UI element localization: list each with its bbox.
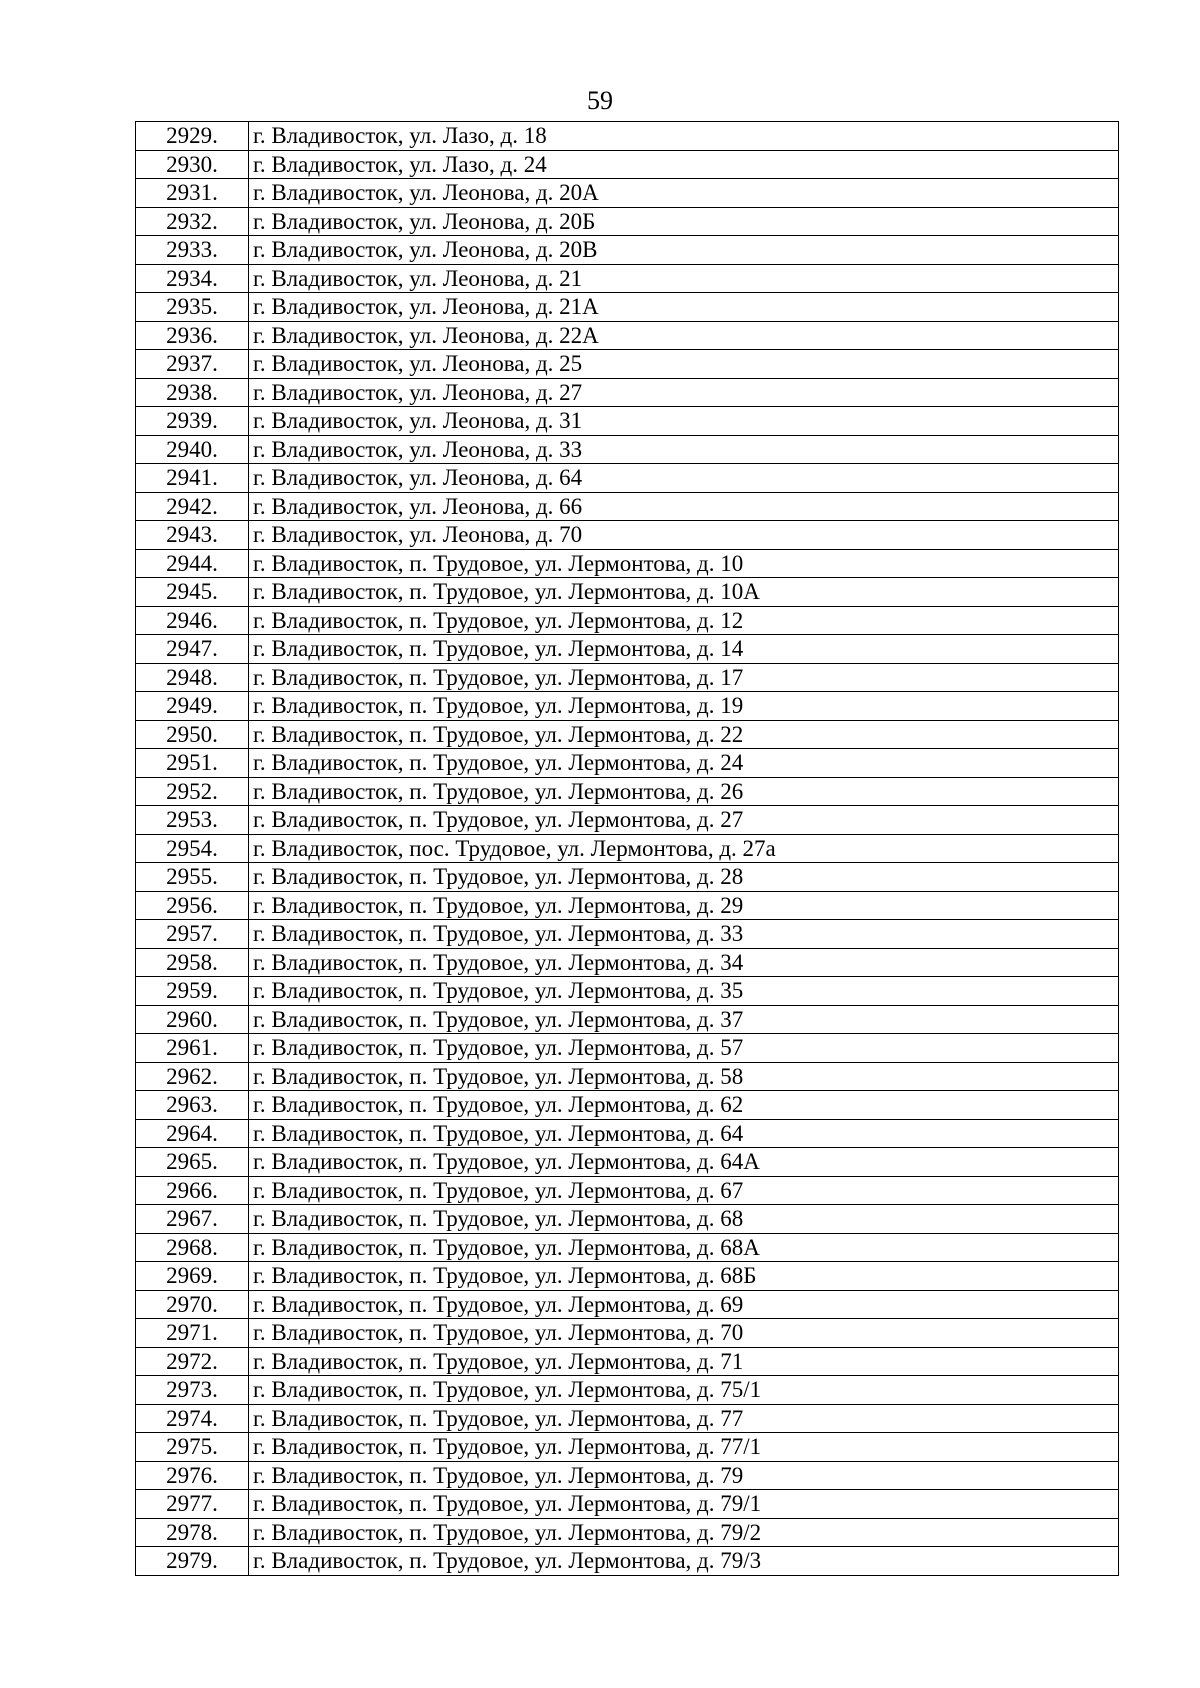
row-number: 2952. bbox=[136, 777, 249, 806]
row-number: 2967. bbox=[136, 1205, 249, 1234]
row-number: 2950. bbox=[136, 720, 249, 749]
row-address: г. Владивосток, п. Трудовое, ул. Лермонтова, д. 37 bbox=[249, 1005, 1119, 1034]
row-address: г. Владивосток, п. Трудовое, ул. Лермонтова, д. 64 bbox=[249, 1119, 1119, 1148]
row-number: 2937. bbox=[136, 350, 249, 379]
row-address: г. Владивосток, п. Трудовое, ул. Лермонтова, д. 68А bbox=[249, 1233, 1119, 1262]
row-number: 2969. bbox=[136, 1262, 249, 1291]
row-number: 2935. bbox=[136, 293, 249, 322]
row-address: г. Владивосток, п. Трудовое, ул. Лермонтова, д. 57 bbox=[249, 1034, 1119, 1063]
table-row bbox=[136, 350, 1119, 379]
row-address: г. Владивосток, п. Трудовое, ул. Лермонтова, д. 62 bbox=[249, 1091, 1119, 1120]
table-row bbox=[136, 407, 1119, 436]
row-number: 2949. bbox=[136, 692, 249, 721]
row-number: 2954. bbox=[136, 834, 249, 863]
table-row bbox=[136, 1005, 1119, 1034]
row-number: 2970. bbox=[136, 1290, 249, 1319]
row-address: г. Владивосток, п. Трудовое, ул. Лермонтова, д. 58 bbox=[249, 1062, 1119, 1091]
row-number: 2959. bbox=[136, 977, 249, 1006]
row-number: 2934. bbox=[136, 264, 249, 293]
table-row bbox=[136, 321, 1119, 350]
row-number: 2938. bbox=[136, 378, 249, 407]
table-row bbox=[136, 1119, 1119, 1148]
row-address: г. Владивосток, п. Трудовое, ул. Лермонтова, д. 77/1 bbox=[249, 1433, 1119, 1462]
table-row bbox=[136, 806, 1119, 835]
row-address: г. Владивосток, ул. Леонова, д. 20В bbox=[249, 236, 1119, 265]
row-number: 2955. bbox=[136, 863, 249, 892]
row-address: г. Владивосток, ул. Леонова, д. 21А bbox=[249, 293, 1119, 322]
address-table-body bbox=[136, 122, 1119, 1576]
row-number: 2953. bbox=[136, 806, 249, 835]
table-row bbox=[136, 1347, 1119, 1376]
row-number: 2946. bbox=[136, 606, 249, 635]
row-address: г. Владивосток, ул. Леонова, д. 66 bbox=[249, 492, 1119, 521]
row-number: 2973. bbox=[136, 1376, 249, 1405]
row-number: 2941. bbox=[136, 464, 249, 493]
row-number: 2978. bbox=[136, 1518, 249, 1547]
row-number: 2942. bbox=[136, 492, 249, 521]
table-row bbox=[136, 435, 1119, 464]
row-address: г. Владивосток, ул. Леонова, д. 20А bbox=[249, 179, 1119, 208]
table-row bbox=[136, 521, 1119, 550]
row-address: г. Владивосток, п. Трудовое, ул. Лермонтова, д. 24 bbox=[249, 749, 1119, 778]
row-number: 2961. bbox=[136, 1034, 249, 1063]
row-address: г. Владивосток, ул. Леонова, д. 20Б bbox=[249, 207, 1119, 236]
table-row bbox=[136, 1376, 1119, 1405]
row-address: г. Владивосток, ул. Леонова, д. 70 bbox=[249, 521, 1119, 550]
row-address: г. Владивосток, п. Трудовое, ул. Лермонтова, д. 26 bbox=[249, 777, 1119, 806]
row-number: 2957. bbox=[136, 920, 249, 949]
row-number: 2931. bbox=[136, 179, 249, 208]
row-address: г. Владивосток, ул. Лазо, д. 24 bbox=[249, 150, 1119, 179]
row-address: г. Владивосток, ул. Леонова, д. 33 bbox=[249, 435, 1119, 464]
row-number: 2972. bbox=[136, 1347, 249, 1376]
row-address: г. Владивосток, п. Трудовое, ул. Лермонтова, д. 71 bbox=[249, 1347, 1119, 1376]
row-number: 2966. bbox=[136, 1176, 249, 1205]
table-row bbox=[136, 1205, 1119, 1234]
row-address: г. Владивосток, ул. Леонова, д. 22А bbox=[249, 321, 1119, 350]
row-number: 2943. bbox=[136, 521, 249, 550]
table-row bbox=[136, 635, 1119, 664]
table-row bbox=[136, 663, 1119, 692]
row-number: 2940. bbox=[136, 435, 249, 464]
row-number: 2932. bbox=[136, 207, 249, 236]
row-number: 2939. bbox=[136, 407, 249, 436]
table-row bbox=[136, 1062, 1119, 1091]
table-row bbox=[136, 207, 1119, 236]
table-row bbox=[136, 1518, 1119, 1547]
table-row bbox=[136, 920, 1119, 949]
table-row bbox=[136, 549, 1119, 578]
table-row bbox=[136, 179, 1119, 208]
row-address: г. Владивосток, п. Трудовое, ул. Лермонтова, д. 28 bbox=[249, 863, 1119, 892]
row-address: г. Владивосток, пос. Трудовое, ул. Лермонтова, д. 27а bbox=[249, 834, 1119, 863]
row-number: 2956. bbox=[136, 891, 249, 920]
row-number: 2948. bbox=[136, 663, 249, 692]
row-address: г. Владивосток, ул. Леонова, д. 64 bbox=[249, 464, 1119, 493]
row-address: г. Владивосток, п. Трудовое, ул. Лермонтова, д. 10 bbox=[249, 549, 1119, 578]
table-row bbox=[136, 1176, 1119, 1205]
row-address: г. Владивосток, п. Трудовое, ул. Лермонтова, д. 70 bbox=[249, 1319, 1119, 1348]
table-row bbox=[136, 236, 1119, 265]
row-number: 2945. bbox=[136, 578, 249, 607]
table-row bbox=[136, 1461, 1119, 1490]
row-address: г. Владивосток, п. Трудовое, ул. Лермонтова, д. 22 bbox=[249, 720, 1119, 749]
table-row bbox=[136, 464, 1119, 493]
table-row bbox=[136, 378, 1119, 407]
table-row bbox=[136, 948, 1119, 977]
table-row bbox=[136, 150, 1119, 179]
row-address: г. Владивосток, п. Трудовое, ул. Лермонтова, д. 64А bbox=[249, 1148, 1119, 1177]
row-address: г. Владивосток, п. Трудовое, ул. Лермонтова, д. 27 bbox=[249, 806, 1119, 835]
row-address: г. Владивосток, п. Трудовое, ул. Лермонтова, д. 10А bbox=[249, 578, 1119, 607]
row-address: г. Владивосток, п. Трудовое, ул. Лермонтова, д. 33 bbox=[249, 920, 1119, 949]
table-row bbox=[136, 492, 1119, 521]
table-row bbox=[136, 1091, 1119, 1120]
row-number: 2976. bbox=[136, 1461, 249, 1490]
row-number: 2965. bbox=[136, 1148, 249, 1177]
table-row bbox=[136, 1490, 1119, 1519]
row-address: г. Владивосток, п. Трудовое, ул. Лермонтова, д. 69 bbox=[249, 1290, 1119, 1319]
table-row bbox=[136, 1262, 1119, 1291]
row-number: 2968. bbox=[136, 1233, 249, 1262]
page-number: 59 bbox=[587, 86, 613, 115]
row-number: 2975. bbox=[136, 1433, 249, 1462]
table-row bbox=[136, 1034, 1119, 1063]
row-number: 2947. bbox=[136, 635, 249, 664]
row-address: г. Владивосток, п. Трудовое, ул. Лермонтова, д. 12 bbox=[249, 606, 1119, 635]
row-address: г. Владивосток, ул. Леонова, д. 31 bbox=[249, 407, 1119, 436]
row-address: г. Владивосток, п. Трудовое, ул. Лермонтова, д. 79/2 bbox=[249, 1518, 1119, 1547]
row-number: 2964. bbox=[136, 1119, 249, 1148]
row-address: г. Владивосток, п. Трудовое, ул. Лермонтова, д. 67 bbox=[249, 1176, 1119, 1205]
row-address: г. Владивосток, ул. Леонова, д. 27 bbox=[249, 378, 1119, 407]
row-address: г. Владивосток, ул. Леонова, д. 25 bbox=[249, 350, 1119, 379]
table-row bbox=[136, 606, 1119, 635]
table-row bbox=[136, 264, 1119, 293]
table-row bbox=[136, 1233, 1119, 1262]
row-address: г. Владивосток, п. Трудовое, ул. Лермонтова, д. 79/1 bbox=[249, 1490, 1119, 1519]
row-number: 2974. bbox=[136, 1404, 249, 1433]
row-number: 2936. bbox=[136, 321, 249, 350]
table-row bbox=[136, 977, 1119, 1006]
row-number: 2930. bbox=[136, 150, 249, 179]
row-number: 2979. bbox=[136, 1547, 249, 1576]
table-row bbox=[136, 863, 1119, 892]
table-row bbox=[136, 122, 1119, 151]
row-address: г. Владивосток, п. Трудовое, ул. Лермонтова, д. 19 bbox=[249, 692, 1119, 721]
table-row bbox=[136, 891, 1119, 920]
row-address: г. Владивосток, п. Трудовое, ул. Лермонтова, д. 29 bbox=[249, 891, 1119, 920]
row-address: г. Владивосток, п. Трудовое, ул. Лермонтова, д. 17 bbox=[249, 663, 1119, 692]
table-row bbox=[136, 1547, 1119, 1576]
table-row bbox=[136, 1433, 1119, 1462]
row-number: 2951. bbox=[136, 749, 249, 778]
row-address: г. Владивосток, п. Трудовое, ул. Лермонтова, д. 68 bbox=[249, 1205, 1119, 1234]
row-address: г. Владивосток, п. Трудовое, ул. Лермонтова, д. 79 bbox=[249, 1461, 1119, 1490]
row-number: 2944. bbox=[136, 549, 249, 578]
table-row bbox=[136, 720, 1119, 749]
table-row bbox=[136, 293, 1119, 322]
table-row bbox=[136, 692, 1119, 721]
table-row bbox=[136, 749, 1119, 778]
row-address: г. Владивосток, п. Трудовое, ул. Лермонтова, д. 79/3 bbox=[249, 1547, 1119, 1576]
table-row bbox=[136, 1148, 1119, 1177]
row-number: 2933. bbox=[136, 236, 249, 265]
row-number: 2962. bbox=[136, 1062, 249, 1091]
row-number: 2977. bbox=[136, 1490, 249, 1519]
row-number: 2971. bbox=[136, 1319, 249, 1348]
row-number: 2958. bbox=[136, 948, 249, 977]
table-row bbox=[136, 578, 1119, 607]
row-number: 2929. bbox=[136, 122, 249, 151]
row-address: г. Владивосток, п. Трудовое, ул. Лермонтова, д. 35 bbox=[249, 977, 1119, 1006]
table-row bbox=[136, 1404, 1119, 1433]
row-address: г. Владивосток, п. Трудовое, ул. Лермонтова, д. 68Б bbox=[249, 1262, 1119, 1291]
row-number: 2960. bbox=[136, 1005, 249, 1034]
row-address: г. Владивосток, п. Трудовое, ул. Лермонтова, д. 77 bbox=[249, 1404, 1119, 1433]
row-number: 2963. bbox=[136, 1091, 249, 1120]
row-address: г. Владивосток, п. Трудовое, ул. Лермонтова, д. 34 bbox=[249, 948, 1119, 977]
row-address: г. Владивосток, ул. Леонова, д. 21 bbox=[249, 264, 1119, 293]
address-table bbox=[135, 121, 1119, 1576]
row-address: г. Владивосток, п. Трудовое, ул. Лермонтова, д. 75/1 bbox=[249, 1376, 1119, 1405]
table-row bbox=[136, 834, 1119, 863]
row-address: г. Владивосток, п. Трудовое, ул. Лермонтова, д. 14 bbox=[249, 635, 1119, 664]
row-address: г. Владивосток, ул. Лазо, д. 18 bbox=[249, 122, 1119, 151]
table-row bbox=[136, 1319, 1119, 1348]
table-row bbox=[136, 1290, 1119, 1319]
table-row bbox=[136, 777, 1119, 806]
